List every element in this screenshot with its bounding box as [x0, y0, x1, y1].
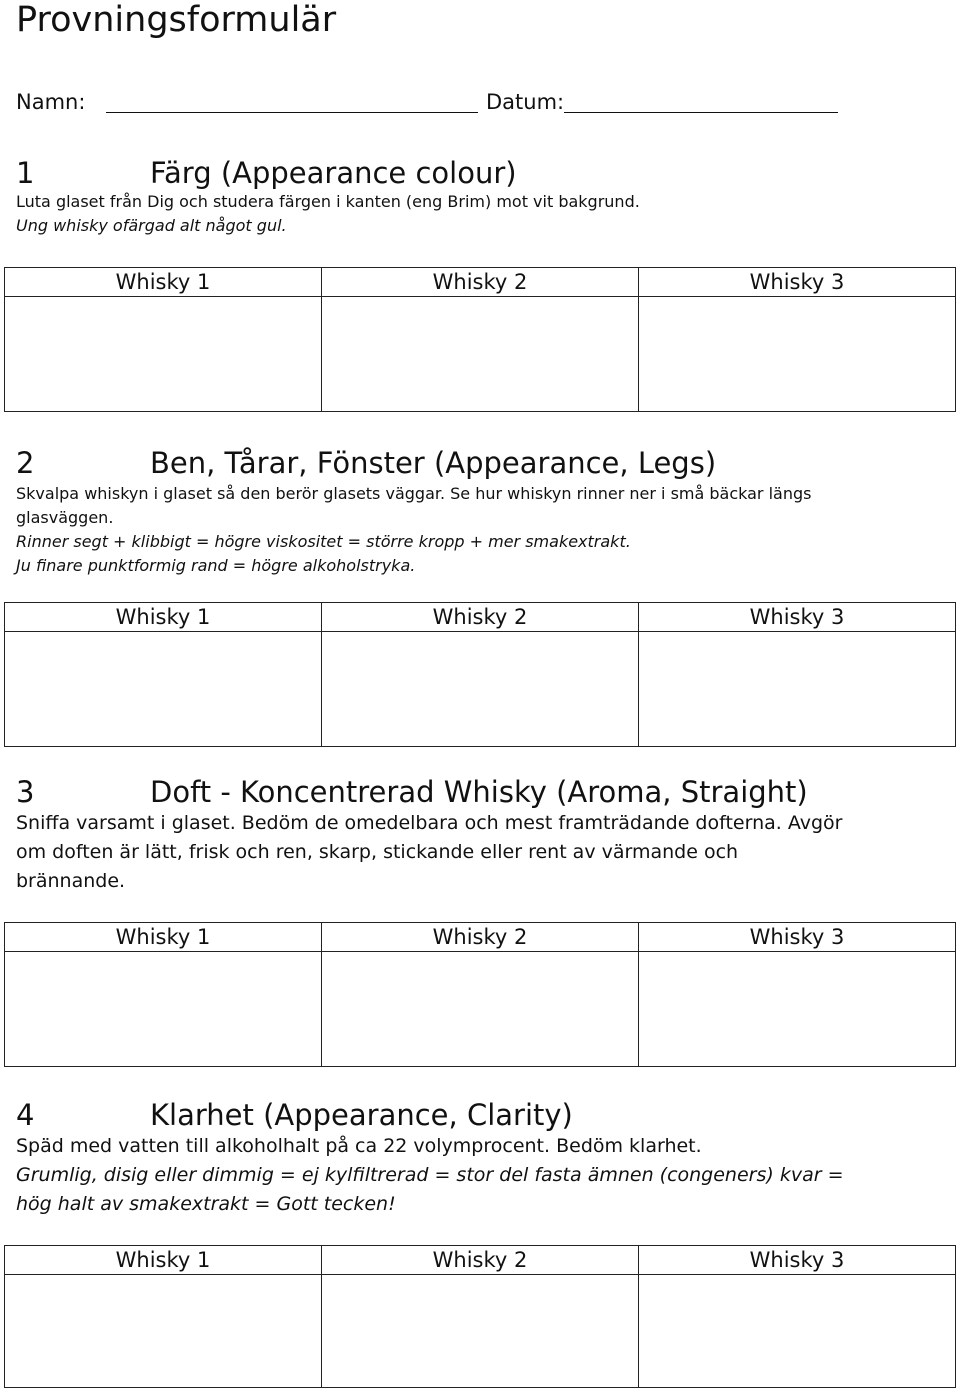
section-number: 1 — [16, 156, 35, 190]
column-header: Whisky 3 — [639, 923, 956, 952]
whisky-3-cell[interactable] — [639, 297, 956, 412]
description-line: glasväggen. — [16, 508, 114, 527]
description-line: Grumlig, disig eller dimmig = ej kylfiltrerad = stor del fasta ämnen (congeners) kvar = — [16, 1164, 844, 1186]
column-header: Whisky 1 — [5, 268, 322, 297]
section-1-table — [4, 267, 956, 412]
section-title: Ben, Tårar, Fönster (Appearance, Legs) — [150, 446, 717, 480]
description-line: Rinner segt + klibbigt = högre viskositet = större kropp + mer smakextrakt. — [16, 532, 631, 551]
section-3-table — [4, 922, 956, 1067]
section-4-table — [4, 1245, 956, 1388]
whisky-2-cell[interactable] — [322, 632, 639, 747]
name-label: Namn: — [16, 90, 86, 114]
whisky-1-cell[interactable] — [5, 632, 322, 747]
section-title: Färg (Appearance colour) — [150, 156, 517, 190]
whisky-3-cell[interactable] — [639, 952, 956, 1067]
page-title: Provningsformulär — [16, 0, 337, 40]
column-header: Whisky 1 — [5, 1246, 322, 1275]
whisky-2-cell[interactable] — [322, 1275, 639, 1388]
column-header: Whisky 1 — [5, 603, 322, 632]
description-line: Skvalpa whiskyn i glaset så den berör glasets väggar. Se hur whiskyn rinner ner i små bäckar längs — [16, 484, 812, 503]
description-line: Ju finare punktformig rand = högre alkoholstryka. — [16, 556, 416, 575]
section-2-description — [16, 482, 946, 578]
section-2-table — [4, 602, 956, 747]
column-header: Whisky 1 — [5, 923, 322, 952]
section-number: 2 — [16, 446, 35, 480]
whisky-3-cell[interactable] — [639, 1275, 956, 1388]
date-field[interactable] — [564, 112, 838, 113]
column-header: Whisky 3 — [639, 603, 956, 632]
whisky-1-cell[interactable] — [5, 297, 322, 412]
column-header: Whisky 3 — [639, 1246, 956, 1275]
column-header: Whisky 2 — [322, 1246, 639, 1275]
column-header: Whisky 3 — [639, 268, 956, 297]
section-number: 4 — [16, 1098, 35, 1132]
description-line: Späd med vatten till alkoholhalt på ca 22 volymprocent. Bedöm klarhet. — [16, 1135, 702, 1157]
section-number: 3 — [16, 775, 35, 809]
whisky-1-cell[interactable] — [5, 952, 322, 1067]
whisky-1-cell[interactable] — [5, 1275, 322, 1388]
date-label: Datum: — [486, 90, 565, 114]
column-header: Whisky 2 — [322, 268, 639, 297]
section-3-description — [16, 809, 946, 896]
section-4-description — [16, 1132, 946, 1219]
description-line: Luta glaset från Dig och studera färgen i kanten (eng Brim) mot vit bakgrund. — [16, 192, 640, 211]
column-header: Whisky 2 — [322, 603, 639, 632]
name-field[interactable] — [106, 112, 478, 113]
whisky-2-cell[interactable] — [322, 952, 639, 1067]
section-1-description — [16, 190, 946, 238]
description-line: brännande. — [16, 870, 126, 892]
column-header: Whisky 2 — [322, 923, 639, 952]
whisky-3-cell[interactable] — [639, 632, 956, 747]
description-line: om doften är lätt, frisk och ren, skarp, stickande eller rent av värmande och — [16, 841, 739, 863]
section-title: Klarhet (Appearance, Clarity) — [150, 1098, 573, 1132]
description-line: Ung whisky ofärgad alt något gul. — [16, 216, 287, 235]
description-line: hög halt av smakextrakt = Gott tecken! — [16, 1193, 396, 1215]
section-title: Doft - Koncentrerad Whisky (Aroma, Straight) — [150, 775, 808, 809]
description-line: Sniffa varsamt i glaset. Bedöm de omedelbara och mest framträdande dofterna. Avgör — [16, 812, 843, 834]
whisky-2-cell[interactable] — [322, 297, 639, 412]
